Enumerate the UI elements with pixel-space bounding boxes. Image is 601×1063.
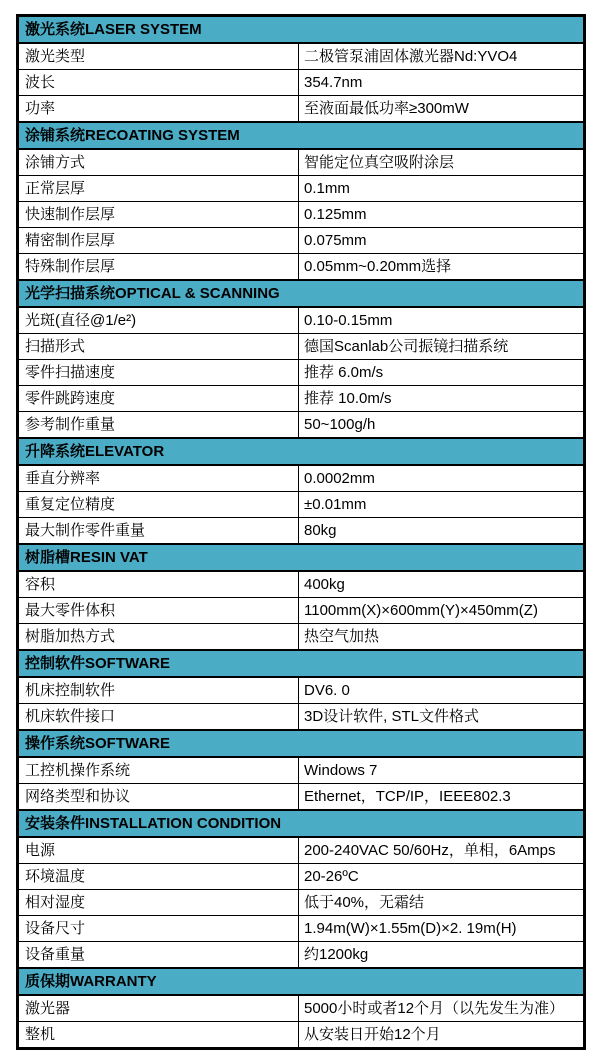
section-title: 涂铺系统RECOATING SYSTEM xyxy=(25,127,240,144)
spec-label: 最大零件体积 xyxy=(19,598,299,623)
spec-label: 光斑(直径@1/e²) xyxy=(19,308,299,333)
spec-label: 正常层厚 xyxy=(19,176,299,201)
spec-value: Ethernet，TCP/IP，IEEE802.3 xyxy=(304,788,511,805)
spec-value: 热空气加热 xyxy=(304,628,380,645)
spec-row xyxy=(19,676,583,703)
spec-label: 容积 xyxy=(19,572,299,597)
spec-label: 环境温度 xyxy=(19,864,299,889)
spec-row xyxy=(19,95,583,121)
spec-value: 1.94m(W)×1.55m(D)×2. 19m(H) xyxy=(304,920,517,937)
section-title: 操作系统SOFTWARE xyxy=(25,735,170,752)
spec-value: 智能定位真空吸附涂层 xyxy=(304,154,455,171)
spec-label: 零件扫描速度 xyxy=(19,360,299,385)
spec-label: 功率 xyxy=(19,96,299,121)
spec-row xyxy=(19,464,583,491)
section-header xyxy=(19,649,583,676)
section-header xyxy=(19,809,583,836)
spec-label: 激光类型 xyxy=(19,44,299,69)
spec-label: 设备尺寸 xyxy=(19,916,299,941)
section-header xyxy=(19,729,583,756)
section-header xyxy=(19,437,583,464)
spec-row xyxy=(19,306,583,333)
spec-label: 垂直分辨率 xyxy=(19,466,299,491)
spec-row xyxy=(19,889,583,915)
spec-row xyxy=(19,703,583,729)
spec-row xyxy=(19,385,583,411)
spec-value: 354.7nm xyxy=(304,74,363,91)
spec-value: 400kg xyxy=(304,576,345,593)
section-header xyxy=(19,543,583,570)
spec-row xyxy=(19,517,583,543)
spec-row xyxy=(19,863,583,889)
spec-row xyxy=(19,597,583,623)
spec-value: 德国Scanlab公司振镜扫描系统 xyxy=(304,338,509,355)
spec-row xyxy=(19,69,583,95)
spec-label: 激光器 xyxy=(19,996,299,1021)
spec-value: 0.05mm~0.20mm选择 xyxy=(304,258,452,275)
spec-label: 整机 xyxy=(19,1022,299,1047)
spec-label: 精密制作层厚 xyxy=(19,228,299,253)
spec-value: 从安装日开始12个月 xyxy=(304,1026,441,1043)
spec-label: 相对湿度 xyxy=(19,890,299,915)
spec-label: 机床控制软件 xyxy=(19,678,299,703)
section-title: 树脂槽RESIN VAT xyxy=(25,549,148,566)
spec-table xyxy=(16,14,586,1050)
spec-label: 波长 xyxy=(19,70,299,95)
spec-value: 0.0002mm xyxy=(304,470,375,487)
spec-row xyxy=(19,994,583,1021)
spec-label: 快速制作层厚 xyxy=(19,202,299,227)
spec-row xyxy=(19,411,583,437)
spec-row xyxy=(19,227,583,253)
spec-value: 约1200kg xyxy=(304,946,369,963)
spec-value: 0.075mm xyxy=(304,232,367,249)
spec-value: 二极管泵浦固体激光器Nd:YVO4 xyxy=(304,48,518,65)
spec-row xyxy=(19,941,583,967)
spec-row xyxy=(19,333,583,359)
spec-label: 树脂加热方式 xyxy=(19,624,299,649)
spec-label: 工控机操作系统 xyxy=(19,758,299,783)
spec-label: 电源 xyxy=(19,838,299,863)
section-header xyxy=(19,967,583,994)
spec-value: 20-26ºC xyxy=(304,868,359,885)
section-header xyxy=(19,279,583,306)
spec-value: 0.10-0.15mm xyxy=(304,312,393,329)
spec-label: 最大制作零件重量 xyxy=(19,518,299,543)
spec-row xyxy=(19,201,583,227)
section-title: 光学扫描系统OPTICAL & SCANNING xyxy=(25,285,280,302)
spec-label: 参考制作重量 xyxy=(19,412,299,437)
spec-value: 80kg xyxy=(304,522,337,539)
spec-value: ±0.01mm xyxy=(304,496,367,513)
spec-row xyxy=(19,570,583,597)
spec-value: 0.1mm xyxy=(304,180,350,197)
section-title: 安装条件INSTALLATION CONDITION xyxy=(25,815,282,832)
spec-value: 至液面最低功率≥300mW xyxy=(304,100,469,117)
spec-value: 50~100g/h xyxy=(304,416,376,433)
spec-value: 3D设计软件, STL文件格式 xyxy=(304,708,480,725)
section-header xyxy=(19,17,583,42)
spec-row xyxy=(19,836,583,863)
spec-row xyxy=(19,359,583,385)
spec-row xyxy=(19,175,583,201)
spec-label: 网络类型和协议 xyxy=(19,784,299,809)
spec-label: 零件跳跨速度 xyxy=(19,386,299,411)
spec-label: 重复定位精度 xyxy=(19,492,299,517)
spec-value: 200-240VAC 50/60Hz，单相，6Amps xyxy=(304,842,556,859)
spec-label: 设备重量 xyxy=(19,942,299,967)
spec-row xyxy=(19,623,583,649)
spec-row xyxy=(19,491,583,517)
spec-row xyxy=(19,783,583,809)
spec-label: 机床软件接口 xyxy=(19,704,299,729)
spec-row xyxy=(19,1021,583,1047)
spec-value: 1100mm(X)×600mm(Y)×450mm(Z) xyxy=(304,602,538,619)
spec-value: DV6. 0 xyxy=(304,682,350,699)
spec-label: 扫描形式 xyxy=(19,334,299,359)
spec-value: Windows 7 xyxy=(304,762,378,779)
spec-row xyxy=(19,756,583,783)
spec-label: 特殊制作层厚 xyxy=(19,254,299,279)
spec-row xyxy=(19,915,583,941)
spec-label: 涂铺方式 xyxy=(19,150,299,175)
spec-row xyxy=(19,253,583,279)
section-title: 激光系统LASER SYSTEM xyxy=(25,21,202,38)
section-title: 质保期WARRANTY xyxy=(25,973,157,990)
spec-value: 0.125mm xyxy=(304,206,367,223)
section-title: 升降系统ELEVATOR xyxy=(25,443,165,460)
spec-row xyxy=(19,42,583,69)
section-header xyxy=(19,121,583,148)
spec-value: 低于40%，无霜结 xyxy=(304,894,425,911)
spec-row xyxy=(19,148,583,175)
spec-value: 5000小时或者12个月（以先发生为准） xyxy=(304,1000,565,1017)
spec-value: 推荐 6.0m/s xyxy=(304,364,384,381)
section-title: 控制软件SOFTWARE xyxy=(25,655,170,672)
spec-value: 推荐 10.0m/s xyxy=(304,390,392,407)
